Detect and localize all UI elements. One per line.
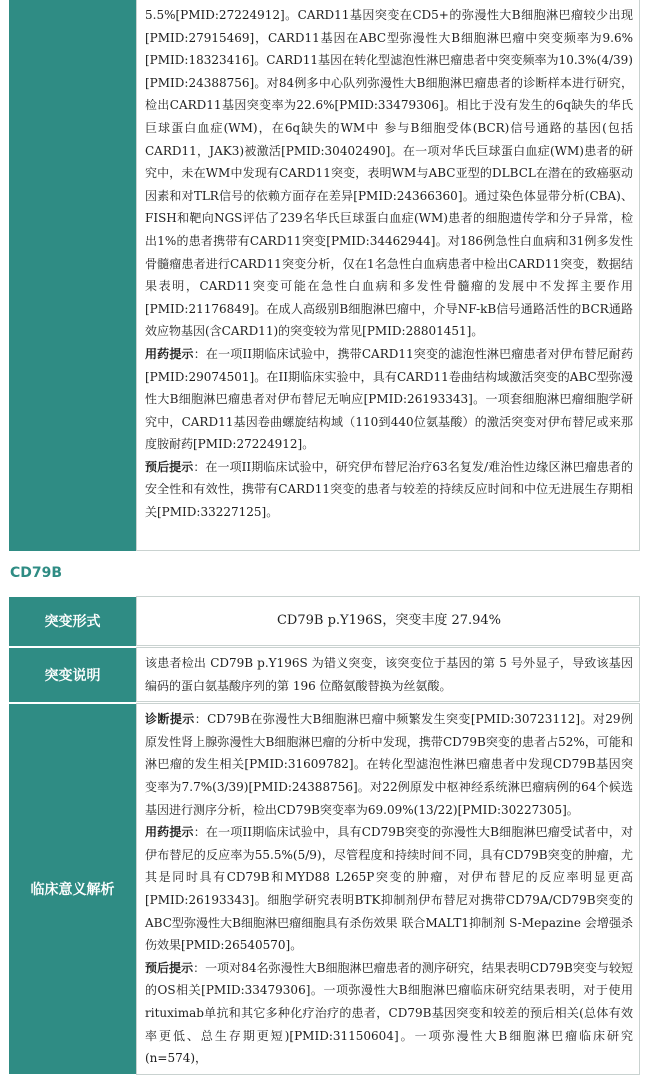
drug-hint-label: 用药提示 [145,346,194,361]
card11-prognosis-paragraph: 预后提示：在一项II期临床试验中，研究伊布替尼治疗63名复发/难治性边缘区淋巴瘤患者的安全性和有效性，携带有CARD11突变的患者与较差的持续反应时间和中位无进展生存期相关[PMID:33227125]。 [145,459,633,520]
mutation-form-label: 突变形式 [9,597,137,646]
cd79b-table [9,596,640,1075]
clinical-label: 临床意义解析 [9,704,137,1075]
diagnosis-hint-label: 诊断提示 [145,712,195,727]
mutation-form-row [9,597,640,646]
section-title-cd79b: CD79B [10,565,63,581]
card11-drug-paragraph: 用药提示：在一项II期临床试验中，携带CARD11突变的滤泡性淋巴瘤患者对伊布替尼耐药[PMID:29074501]。在II期临床实验中，具有CARD11卷曲结构域激活突变的ABC型弥漫性大B细胞淋巴瘤患者对伊布替尼无响应[PMID:26193343]。一项套细胞淋巴瘤细胞学研究中，CARD11基因卷曲螺旋结构域（110到440位氨基酸）的激活突变对伊布替尼或来那度胺耐药[PMID:27224912]。 [145,346,633,452]
card11-diagnosis-paragraph: 5.5%[PMID:27224912]。CARD11基因突变在CD5+的弥漫性大B细胞淋巴瘤较少出现[PMID:27915469]，CARD11基因在ABC型弥漫性大B细胞淋巴瘤中突变频率为9.6%[PMID:18323416]。CARD11基因在转化型滤泡性淋巴瘤患者中突变频率为10.3%(4/39)[PMID:24388756]。对84例多中心队列弥漫性大B细胞淋巴瘤患者的诊断样本进行研究，检出CARD11基因突变率为22.6%[PMID:33479306]。相比于没有发生的6q缺失的华氏巨球蛋白血症(WM)，在6q缺失的WM中 参与B细胞受体(BCR)信号通路的基因(包括CARD11，JAK3)被激活[PMID:30402490]。在一项对华氏巨球蛋白血症(WM)患者的研究中，未在WM中发现有CARD11突变，表明WM与ABC亚型的DLBCL在潜在的致癌驱动因素和对TLR信号的依赖方面存在差异[PMID:24366360]。通过染色体显带分析(CBA)、FISH和靶向NGS评估了239名华氏巨球蛋白血症(WM)患者的细胞遗传学和分子异常，检出1%的患者携带有CARD11突变[PMID:34462944]。对186例急性白血病和31例多发性骨髓瘤患者进行CARD11突变分析，仅在1名急性白血病患者中检出CARD11突变，数据结果表明，CARD11突变可能在急性白血病和多发性骨髓瘤的发展中不发挥主要作用[PMID:21176849]。在成人高级别B细胞淋巴瘤中，介导NF-kB信号通路活性的BCR通路效应物基因(含CARD11)的突变较为常见[PMID:28801451]。 [145,8,633,339]
drug-hint-label: 用药提示 [145,825,194,840]
cd79b-drug-paragraph: 用药提示：在一项II期临床试验中，具有CD79B突变的弥漫性大B细胞淋巴瘤受试者中，对伊布替尼的反应率为55.5%(5/9)，尽管程度和持续时间不同，具有CD79B突变的肿瘤，尤其是同时具有CD79B和MYD88 L265P突变的肿瘤，对伊布替尼的反应率明显更高[PMID:26193343]。细胞学研究表明BTK抑制剂伊布替尼对携带CD79A/CD79B突变的ABC型弥漫性大B细胞淋巴瘤细胞具有杀伤效果 联合MALT1抑制剂 S-Mepazine 会增强杀伤效果[PMID:26540570]。 [145,825,633,953]
card11-clinical-text [137,0,640,551]
mutation-desc-row [9,648,640,702]
cd79b-diagnosis-paragraph: 诊断提示：CD79B在弥漫性大B细胞淋巴瘤中频繁发生突变[PMID:30723112]。对29例原发性肾上腺弥漫性大B细胞淋巴瘤的分析中发现，携带CD79B突变的患者占52%，可能和淋巴瘤的发生相关[PMID:31609782]。在转化型滤泡性淋巴瘤患者中发现CD79B基因突变率为7.7%(3/39)[PMID:24388756]。对22例原发中枢神经系统淋巴瘤病例的64个候选基因进行测序分析，检出CD79B突变率为69.09%(13/22)[PMID:30227305]。 [145,712,633,817]
card11-table [9,0,640,551]
card11-label-cell [9,0,137,551]
clinical-text [137,704,640,1075]
cd79b-prognosis-paragraph: 预后提示：一项对84名弥漫性大B细胞淋巴瘤患者的测序研究，结果表明CD79B突变与较短的OS相关[PMID:33479306]。一项弥漫性大B细胞淋巴瘤临床研究结果表明，对于使用rituximab单抗和其它多种化疗治疗的患者，CD79B基因突变和较差的预后相关(总体有效率更低、总生存期更短)[PMID:31150604]。一项弥漫性大B细胞淋巴瘤临床研究(n=574)， [145,960,633,1066]
mutation-form-value: CD79B p.Y196S，突变丰度 27.94% [137,597,640,646]
mutation-desc-value: 该患者检出 CD79B p.Y196S 为错义突变，该突变位于基因的第 5 号外显子，导致该基因编码的蛋白氨基酸序列的第 196 位酪氨酸替换为丝氨酸。 [137,648,640,702]
clinical-row [9,704,640,1075]
prognosis-hint-label: 预后提示 [145,459,194,474]
prognosis-hint-label: 预后提示 [145,960,194,975]
mutation-desc-label: 突变说明 [9,648,137,702]
